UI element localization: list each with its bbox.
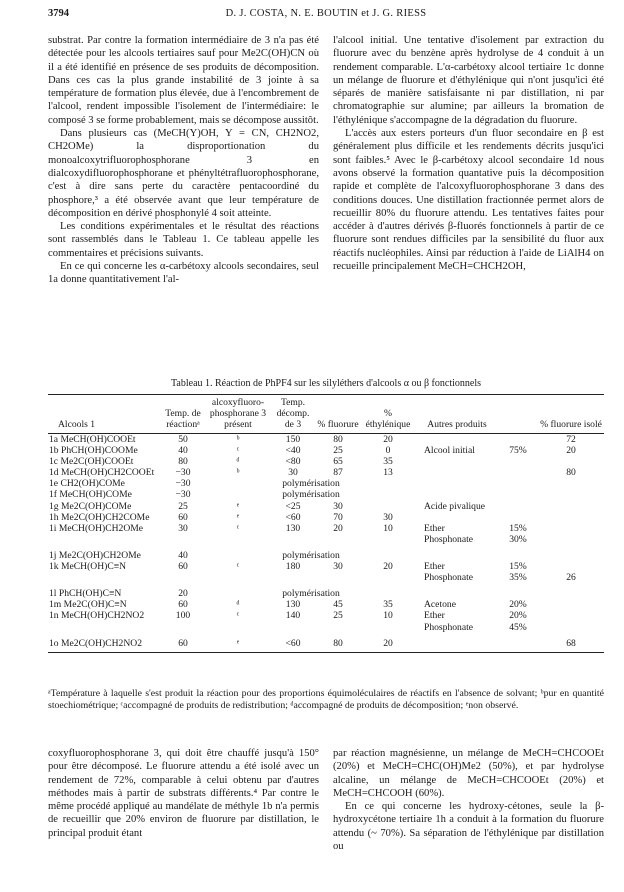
table-cell: 60 bbox=[178, 599, 188, 611]
table-cell: ᶜ bbox=[236, 445, 240, 457]
table-cell: 30 bbox=[333, 561, 343, 573]
table-cell: 20% bbox=[509, 599, 527, 611]
column-header: % fluorure bbox=[317, 419, 359, 430]
table-cell bbox=[48, 622, 160, 633]
paragraph: substrat. Par contre la formation intermédiaire de 3 n'a pas été détectée pour les alcools tertiaires sauf pour Me2C(OH)CN où il a été identifié en présence de ses produits de décomposition. Dans ces cas la plus grande instabilité de 3 jointe à sa température de formation plus élevée, due à l'encombrement de l'alcool, rendent impossible l'isolement de l'intermédiaire: le composé 3 se forme probablement, mais se décompose aussitôt. bbox=[48, 35, 319, 126]
table-cell bbox=[416, 545, 498, 561]
table-cell: ᵈ bbox=[236, 599, 240, 611]
table-row bbox=[48, 583, 604, 599]
table-cell: 35 bbox=[383, 599, 393, 611]
table-cell: ᵈ bbox=[236, 456, 240, 468]
table-cell: 1f MeCH(OH)COMe bbox=[49, 489, 132, 501]
table-cell: 140 bbox=[285, 610, 301, 622]
table-footnotes: ᵃTempérature à laquelle s'est produit la réaction pour des proportions équimoléculaires de réactifs en l'absence de solvant; ᵇpur en quantité stoechiométrique; ᶜaccompagné de produits de redistribution; ᵈaccompagné de produits de décomposition; ᵉnon observé. bbox=[48, 688, 604, 712]
table-row bbox=[48, 622, 604, 633]
table-cell bbox=[538, 456, 604, 467]
table-cell: 80 bbox=[178, 456, 188, 468]
table-row bbox=[48, 610, 604, 621]
table-cell bbox=[498, 456, 538, 467]
table-body bbox=[48, 434, 604, 652]
table-cell: <25 bbox=[285, 500, 301, 512]
table-cell bbox=[538, 622, 604, 633]
table-row bbox=[48, 561, 604, 572]
table-cell bbox=[538, 478, 604, 489]
table-cell: 1c Me2C(OH)COOEt bbox=[49, 456, 134, 468]
top-right-column bbox=[333, 34, 604, 273]
table-cell: 15% bbox=[509, 522, 527, 534]
table-cell bbox=[416, 478, 498, 489]
table-cell: 60 bbox=[178, 511, 188, 523]
table-cell: 180 bbox=[285, 561, 301, 573]
table-cell bbox=[206, 572, 270, 583]
paragraph: L'accès aux esters porteurs d'un fluor secondaire en β est généralement plus difficile et les rendements décrits jusqu'ici sont faibles.⁵ Avec le β-carbétoxy alcool secondaire 1d nous avons observé la formation quantative puis la décomposition rapide et complète de l'alcoxyfluorophosphorane 3 dans des conditions douces. Une distillation fractionnée permet alors de recueillir 80% du fluorure attendu. Les tentatives faites pour accéder à d'autres dérivés β-fluorés fonctionnels à partir de ce fluorure sont rendues difficiles par la sensibilité du fluor aux réactifs nucléophiles. Ainsi par réduction à l'aide de LiAlH4 on recueille principalement MeCH=CHCH2OH, bbox=[333, 128, 604, 273]
table-cell: 30% bbox=[509, 533, 527, 545]
table-cell: 35% bbox=[509, 572, 527, 584]
table-cell bbox=[416, 633, 498, 652]
table-cell: 1o Me2C(OH)CH2NO2 bbox=[49, 637, 143, 649]
table-cell bbox=[538, 610, 604, 621]
table-cell bbox=[498, 467, 538, 478]
paragraph: coxyfluorophosphorane 3, qui doit être chauffé jusqu'à 150° pour être décomposé. Le fluorure attendu a été isolé avec un rendement de 72%, comparable à celui obtenu par d'autres méthodes mais à partir de substrats différents.⁴ Par contre le même procédé appliqué au mandélate de méthyle 1b n'a permis de recueillir que 20% environ de fluorure par distillation, le principal produit étant bbox=[48, 748, 319, 839]
table-cell: 45% bbox=[509, 621, 527, 633]
column-header: Alcools 1 bbox=[58, 419, 96, 430]
paragraph: En ce qui concerne les hydroxy-cétones, seule la β-hydroxycétone tertiaire 1h a conduit à la formation du fluorure attendu (~ 70%). Sa séparation de l'éthylénique par distillation ou bbox=[333, 801, 604, 853]
table-cell bbox=[538, 501, 604, 512]
table-cell bbox=[498, 501, 538, 512]
bottom-right-column bbox=[333, 747, 604, 853]
table-cell: Alcool initial bbox=[424, 445, 475, 457]
bottom-left-column bbox=[48, 747, 319, 840]
table-cell bbox=[316, 572, 360, 583]
table-cell: 20% bbox=[509, 610, 527, 622]
table-cell: 1i MeCH(OH)CH2OMe bbox=[49, 522, 144, 534]
column-header: % fluorure isolé bbox=[540, 419, 602, 430]
table-cell: 75% bbox=[509, 445, 527, 457]
table-cell: 80 bbox=[333, 637, 343, 649]
table-cell: polymérisation bbox=[282, 549, 340, 561]
table-cell: 70 bbox=[333, 511, 343, 523]
table-row bbox=[48, 545, 604, 561]
table-cell bbox=[498, 489, 538, 500]
table-cell: 20 bbox=[178, 588, 188, 600]
table-cell bbox=[538, 599, 604, 610]
table-cell: <40 bbox=[285, 445, 301, 457]
table-cell: ᶜ bbox=[236, 522, 240, 534]
table-cell: 35 bbox=[383, 456, 393, 468]
table-row bbox=[48, 434, 604, 446]
table-cell bbox=[160, 534, 206, 545]
table-row bbox=[48, 478, 604, 489]
table-cell: 80 bbox=[333, 434, 343, 445]
table-cell: polymérisation bbox=[282, 478, 340, 490]
table-row bbox=[48, 512, 604, 523]
table-cell: 20 bbox=[383, 637, 393, 649]
table-cell: 1a MeCH(OH)COOEt bbox=[49, 434, 136, 445]
table-cell: 10 bbox=[383, 522, 393, 534]
table-cell: −30 bbox=[175, 478, 191, 490]
table-cell bbox=[498, 512, 538, 523]
table-cell: 30 bbox=[288, 467, 298, 479]
table-cell: ᵉ bbox=[236, 511, 240, 523]
column-header: % éthylénique bbox=[365, 408, 411, 430]
results-table bbox=[48, 394, 604, 653]
table-cell: 25 bbox=[333, 610, 343, 622]
table-row bbox=[48, 534, 604, 545]
table-cell: 0 bbox=[385, 445, 391, 457]
table-cell: ᵇ bbox=[236, 467, 240, 479]
table-cell: 60 bbox=[178, 637, 188, 649]
table-cell bbox=[160, 572, 206, 583]
table-cell bbox=[538, 489, 604, 500]
table-cell bbox=[206, 534, 270, 545]
table-cell: 1b PhCH(OH)COOMe bbox=[49, 445, 138, 457]
table-cell: 1d MeCH(OH)CH2COOEt bbox=[49, 467, 155, 479]
table-caption: Tableau 1. Réaction de PhPF4 sur les silyléthers d'alcools α ou β fonctionnels bbox=[171, 378, 481, 389]
table-cell bbox=[416, 434, 498, 446]
table-row bbox=[48, 599, 604, 610]
table-cell: Acetone bbox=[424, 599, 456, 611]
table-cell: <80 bbox=[285, 456, 301, 468]
table-cell bbox=[538, 523, 604, 534]
table-cell: 20 bbox=[383, 561, 393, 573]
table-cell bbox=[538, 561, 604, 572]
table-cell: ᵉ bbox=[236, 637, 240, 649]
table-cell: 1n MeCH(OH)CH2NO2 bbox=[49, 610, 145, 622]
table-cell: 72 bbox=[566, 434, 576, 445]
table-row bbox=[48, 467, 604, 478]
table-row bbox=[48, 489, 604, 500]
page-header bbox=[48, 8, 604, 24]
table-cell: 40 bbox=[178, 445, 188, 457]
paragraph: En ce qui concerne les α-carbétoxy alcools secondaires, seul 1a donne quantitativement l'al- bbox=[48, 261, 319, 286]
table-cell bbox=[416, 456, 498, 467]
table-row bbox=[48, 456, 604, 467]
paragraph: Dans plusieurs cas (MeCH(Y)OH, Y = CN, CH2NO2, CH2OMe) la disproportionation du monoalcoxytrifluorophosphorane 3 en dialcoxydifluorophosphorane et phényltétrafluorophosphorane, c'est à dire sans perte du caractère pentacoordiné du phosphore,³ a été observée avant que leur température de décomposition en dérivé phosphonylé 4 soit atteinte. bbox=[48, 128, 319, 219]
table-cell bbox=[270, 622, 316, 633]
table-cell: 25 bbox=[333, 445, 343, 457]
table-cell: 60 bbox=[178, 561, 188, 573]
table-cell: Phosphonate bbox=[424, 621, 474, 633]
table-cell bbox=[160, 622, 206, 633]
table-cell: 1l PhCH(OH)C≡N bbox=[49, 588, 122, 600]
table-cell: 1k MeCH(OH)C≡N bbox=[49, 561, 127, 573]
table-cell bbox=[416, 467, 498, 478]
table-cell: ᶜ bbox=[236, 561, 240, 573]
table-cell: Acide pivalique bbox=[424, 500, 486, 512]
table-cell: 1g Me2C(OH)COMe bbox=[49, 500, 132, 512]
table-cell: ᵉ bbox=[236, 500, 240, 512]
table-cell: 130 bbox=[285, 522, 301, 534]
table-cell: 40 bbox=[178, 549, 188, 561]
column-header: Temp. de réactionᵃ bbox=[165, 408, 201, 430]
page-number: 3794 bbox=[48, 8, 69, 19]
column-header: alcoxyfluoro-phosphorane 3 présent bbox=[209, 397, 267, 430]
table-cell: 1h Me2C(OH)CH2COMe bbox=[49, 511, 150, 523]
table-cell: polymérisation bbox=[282, 489, 340, 501]
table-cell: Phosphonate bbox=[424, 533, 474, 545]
table-cell bbox=[416, 489, 498, 500]
table-cell: 150 bbox=[285, 434, 301, 445]
table-cell: 15% bbox=[509, 561, 527, 573]
table-cell bbox=[498, 633, 538, 652]
column-header: Temp. décomp. de 3 bbox=[276, 397, 310, 430]
table-row bbox=[48, 633, 604, 652]
table-cell: Phosphonate bbox=[424, 572, 474, 584]
table-row bbox=[48, 572, 604, 583]
table-cell: 80 bbox=[566, 467, 576, 479]
table-cell bbox=[316, 622, 360, 633]
table-cell: 50 bbox=[178, 434, 188, 445]
table-cell: 20 bbox=[383, 434, 393, 445]
table-row bbox=[48, 523, 604, 534]
table-cell bbox=[48, 572, 160, 583]
table-cell: 100 bbox=[175, 610, 191, 622]
column-header bbox=[498, 395, 538, 434]
table-row bbox=[48, 501, 604, 512]
table-cell: Ether bbox=[424, 522, 445, 534]
table-cell: 130 bbox=[285, 599, 301, 611]
table-cell: Ether bbox=[424, 561, 445, 573]
table-cell: −30 bbox=[175, 467, 191, 479]
table-cell bbox=[360, 572, 416, 583]
running-head-authors: D. J. COSTA, N. E. BOUTIN et J. G. RIESS bbox=[225, 8, 427, 19]
table-header-row bbox=[48, 395, 604, 434]
table-cell bbox=[498, 545, 538, 561]
table-cell: 25 bbox=[178, 500, 188, 512]
table-cell: 87 bbox=[333, 467, 343, 479]
table-bottom-rule bbox=[48, 652, 604, 653]
table-cell: 1e CH2(OH)COMe bbox=[49, 478, 125, 490]
table-cell bbox=[48, 534, 160, 545]
top-left-column bbox=[48, 34, 319, 287]
table-cell: 45 bbox=[333, 599, 343, 611]
column-header: Autres produits bbox=[427, 419, 487, 430]
table-cell: Ether bbox=[424, 610, 445, 622]
table-cell bbox=[360, 622, 416, 633]
table-cell bbox=[498, 583, 538, 599]
table-cell bbox=[416, 512, 498, 523]
table-row bbox=[48, 445, 604, 456]
paragraph: Les conditions expérimentales et le résultat des réactions sont rassemblés dans le Tableau 1. Ce tableau appelle les commentaires et précisions suivants. bbox=[48, 221, 319, 259]
table-cell bbox=[360, 501, 416, 512]
table-cell: 68 bbox=[566, 637, 576, 649]
table-cell: <60 bbox=[285, 637, 301, 649]
table-cell: 65 bbox=[333, 456, 343, 468]
table-cell: −30 bbox=[175, 489, 191, 501]
table-cell: 20 bbox=[333, 522, 343, 534]
table-cell: 30 bbox=[333, 500, 343, 512]
table-cell: 10 bbox=[383, 610, 393, 622]
paragraph: l'alcool initial. Une tentative d'isolement par extraction du fluorure avec du benzène après hydrolyse de 4 conduit à un rendement comparable. L'α-carbétoxy alcool tertiaire 1c donne un mélange de fluorure et d'éthylénique qui n'ont jusqu'ici été séparés de manière satisfaisante ni par distillation, ni par chromatographie sur alumine; par ailleurs la bromation de l'éthylénique s'accompagne de la dégradation du fluorure. bbox=[333, 35, 604, 126]
table-cell: 1j Me2C(OH)CH2OMe bbox=[49, 549, 141, 561]
table-cell: ᵇ bbox=[236, 434, 240, 445]
table-cell: 20 bbox=[566, 445, 576, 457]
table-cell bbox=[270, 572, 316, 583]
table-cell bbox=[538, 534, 604, 545]
table-cell: 26 bbox=[566, 572, 576, 584]
table-cell bbox=[360, 534, 416, 545]
table-cell bbox=[498, 478, 538, 489]
table-cell: polymérisation bbox=[282, 588, 340, 600]
table-cell: 30 bbox=[383, 511, 393, 523]
table-cell bbox=[538, 583, 604, 599]
table-cell: 30 bbox=[178, 522, 188, 534]
table-cell bbox=[270, 534, 316, 545]
table-cell bbox=[416, 583, 498, 599]
table-cell bbox=[206, 622, 270, 633]
table-cell: 1m Me2C(OH)C≡N bbox=[49, 599, 127, 611]
paragraph: par réaction magnésienne, un mélange de MeCH=CHCOOEt (20%) et MeCH=CHC(OH)Me2 (50%), et par hydrolyse alcaline, un mélange de MeCH=CHCOOEt (20%) et MeCH=CHCOOH (60%). bbox=[333, 748, 604, 799]
table-cell: ᶜ bbox=[236, 610, 240, 622]
table-cell: <60 bbox=[285, 511, 301, 523]
table-cell bbox=[538, 512, 604, 523]
table-cell bbox=[498, 434, 538, 446]
table-cell bbox=[538, 545, 604, 561]
table-cell bbox=[316, 534, 360, 545]
table-cell: 13 bbox=[383, 467, 393, 479]
